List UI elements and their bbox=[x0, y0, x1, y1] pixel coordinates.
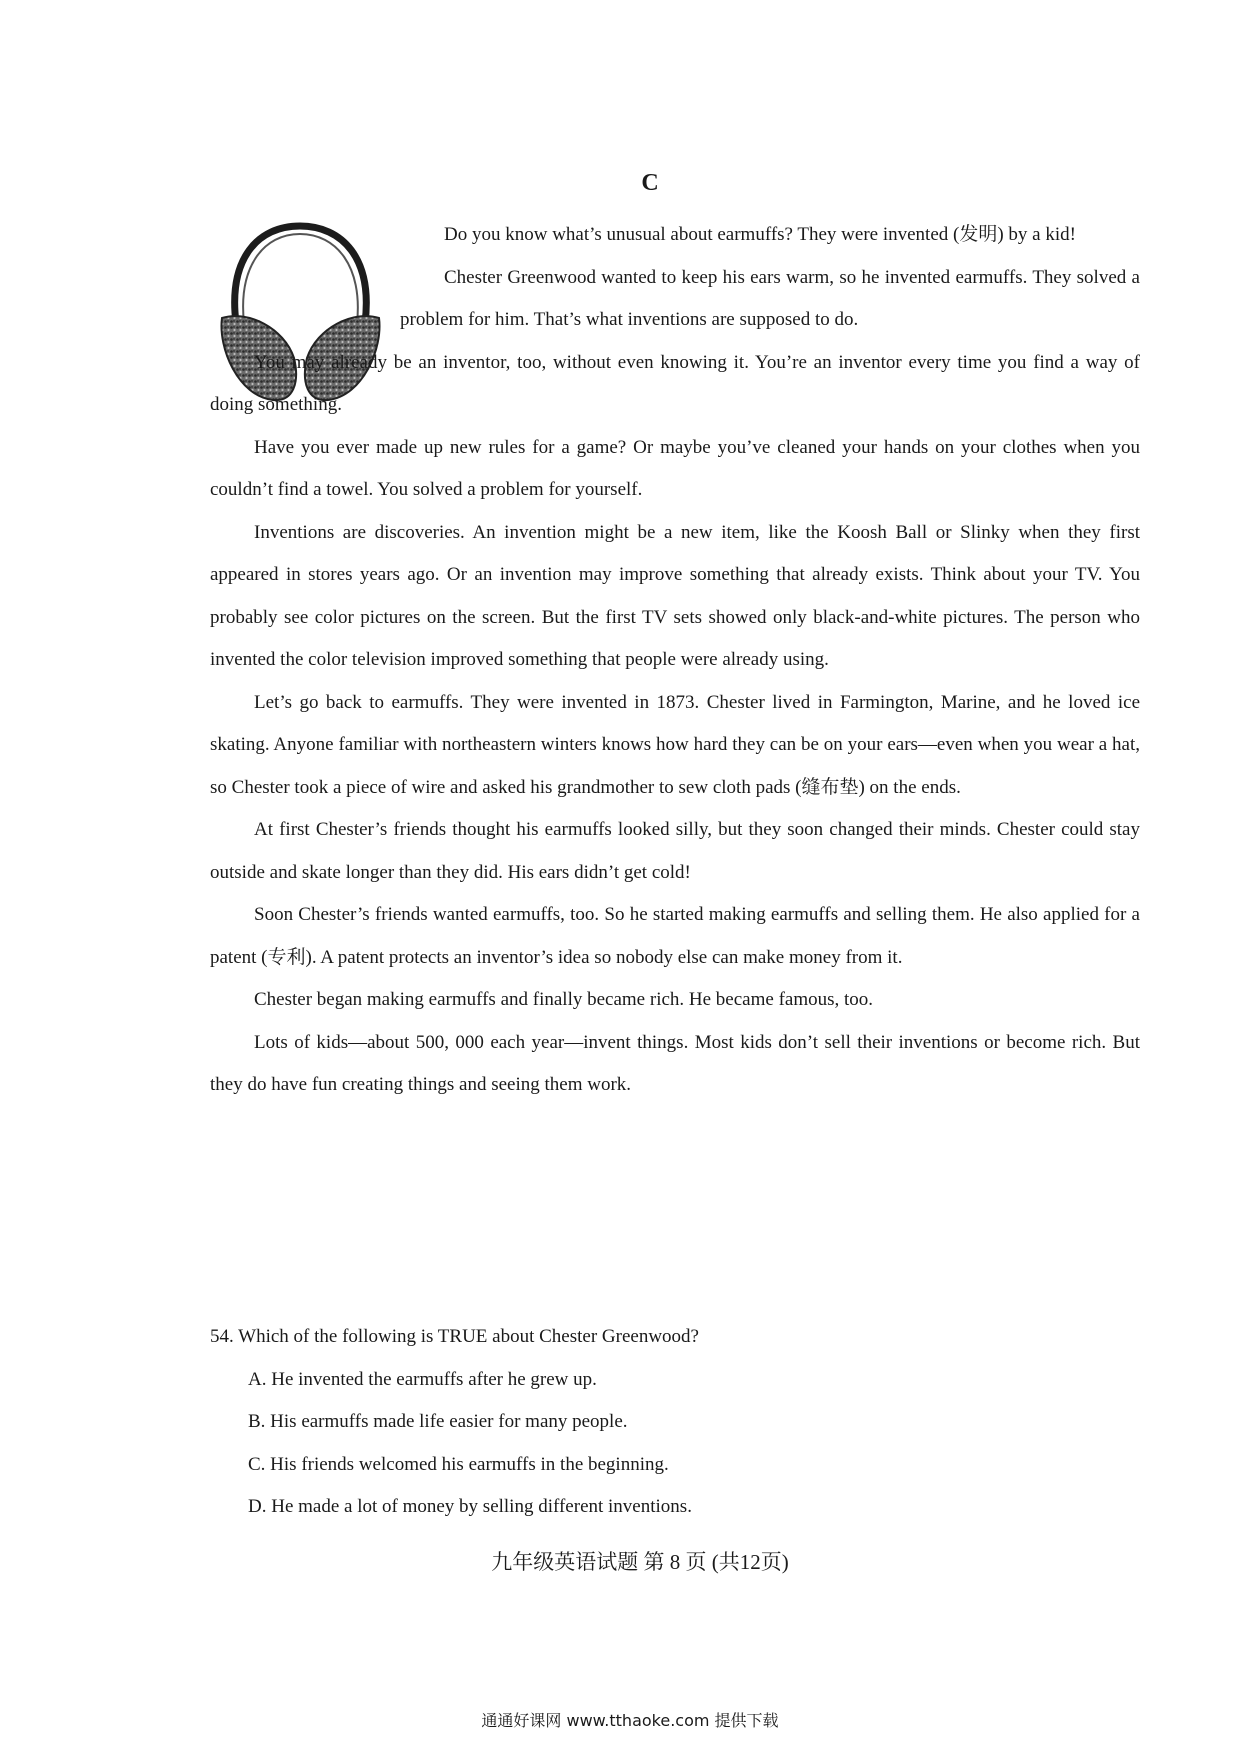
question-stem: 54. Which of the following is TRUE about Chester Greenwood? bbox=[210, 1326, 699, 1347]
answer-option-d: D. He made a lot of money by selling different inventions. bbox=[248, 1496, 692, 1517]
passage-paragraph: Chester began making earmuffs and finally became rich. He became famous, too. bbox=[254, 989, 874, 1010]
passage-paragraph: Soon Chester’s friends wanted earmuffs, too. So he started making earmuffs and selling them. He also applied for a patent (专利). A patent protects an inventor’s idea so nobody else can make money from it. bbox=[210, 904, 1140, 968]
passage-paragraph: You may already be an inventor, too, without even knowing it. You’re an inventor every time you find a way of doing something. bbox=[210, 351, 1140, 415]
section-heading: C bbox=[641, 170, 659, 196]
passage-paragraph: Let’s go back to earmuffs. They were invented in 1873. Chester lived in Farmington, Marine, and he loved ice skating. Anyone familiar with northeastern winters knows how hard they can be on your ears—even when you wear a hat, so Chester took a piece of wire and asked his grandmother to sew cloth pads (缝布垫) on the ends. bbox=[210, 691, 1140, 798]
answer-option-b: B. His earmuffs made life easier for many people. bbox=[248, 1411, 628, 1432]
passage-paragraph: Do you know what’s unusual about earmuffs? They were invented (发明) by a kid! bbox=[444, 224, 1076, 245]
passage-paragraph: Have you ever made up new rules for a game? Or maybe you’ve cleaned your hands on your clothes when you couldn’t find a towel. You solved a problem for yourself. bbox=[210, 436, 1140, 500]
passage-paragraph: At first Chester’s friends thought his earmuffs looked silly, but they soon changed their minds. Chester could stay outside and skate longer than they did. His ears didn’t get cold! bbox=[210, 819, 1140, 883]
page-footer: 九年级英语试题 第 8 页 (共12页) bbox=[491, 1550, 789, 1574]
passage-paragraph: Chester Greenwood wanted to keep his ears warm, so he invented earmuffs. They solved a problem for him. That’s what inventions are supposed to do. bbox=[400, 266, 1140, 330]
reading-passage bbox=[210, 214, 1140, 1107]
passage-paragraph: Inventions are discoveries. An invention might be a new item, like the Koosh Ball or Slinky when they first appeared in stores years ago. Or an invention may improve something that already exists. Think about your TV. You probably see color pictures on the screen. But the first TV sets showed only black-and-white pictures. The person who invented the color television improved something that people were already using. bbox=[210, 521, 1140, 670]
question-54 bbox=[210, 1316, 1140, 1529]
passage-paragraph: Lots of kids—about 500, 000 each year—invent things. Most kids don’t sell their inventions or become rich. But they do have fun creating things and seeing them work. bbox=[210, 1031, 1140, 1095]
download-watermark: 通通好课网 www.tthaoke.com 提供下载 bbox=[481, 1711, 779, 1730]
answer-option-a: A. He invented the earmuffs after he grew up. bbox=[248, 1368, 597, 1390]
answer-option-c: C. His friends welcomed his earmuffs in the beginning. bbox=[248, 1453, 669, 1475]
